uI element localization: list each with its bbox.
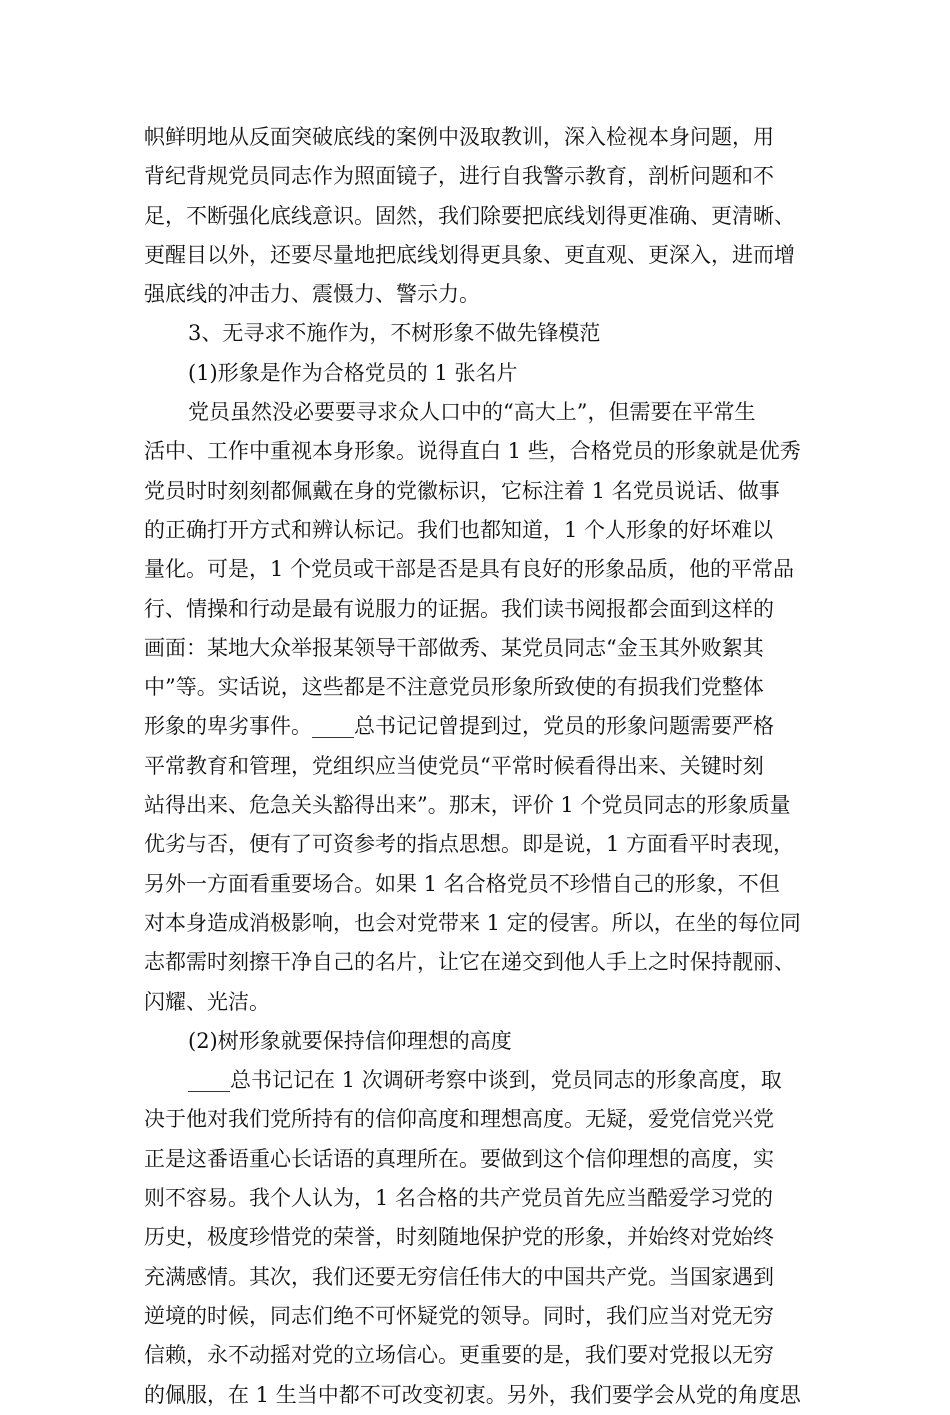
text-line: 党员时时刻刻都佩戴在身的党徽标识，它标注着 1 名党员说话、做事 <box>144 478 780 503</box>
text-line: 更醒目以外，还要尽量地把底线划得更具象、更直观、更深入，进而增 <box>144 242 795 267</box>
text-line: 逆境的时候，同志们绝不可怀疑党的领导。同时，我们应当对党无穷 <box>144 1303 774 1328</box>
heading-line: (1)形象是作为合格党员的 1 张名片 <box>188 360 518 385</box>
text-line: 平常教育和管理，党组织应当使党员“平常时候看得出来、关键时刻 <box>144 753 764 778</box>
text-line: 则不容易。我个人认为，1 名合格的共产党员首先应当酷爱学习党的 <box>144 1186 774 1211</box>
paragraph-continuation <box>144 118 826 314</box>
text-line: 强底线的冲击力、震慑力、警示力。 <box>144 282 480 307</box>
text-line: 的佩服，在 1 生当中都不可改变初衷。另外，我们要学会从党的角度思 <box>144 1382 801 1407</box>
body-paragraph <box>144 393 826 1022</box>
text-line: 行、情操和行动是最有说服力的证据。我们读书阅报都会面到这样的 <box>144 596 774 621</box>
text-line: 足，不断强化底线意识。固然，我们除要把底线划得更准确、更清晰、 <box>144 203 795 228</box>
text-line: 背纪背规党员同志作为照面镜子，进行自我警示教育，剖析问题和不 <box>144 164 774 189</box>
text-line: 党员虽然没必要要寻求众人口中的“高大上”，但需要在平常生 <box>188 400 756 425</box>
text-line: ____总书记记在 1 次调研考察中谈到，党员同志的形象高度，取 <box>188 1068 782 1093</box>
text-line: 正是这番语重心长话语的真理所在。要做到这个信仰理想的高度，实 <box>144 1146 774 1171</box>
text-line: 站得出来、危急关头豁得出来”。那末，评价 1 个党员同志的形象质量 <box>144 793 791 818</box>
text-line: 历史，极度珍惜党的荣誉，时刻随地保护党的形象，并始终对党始终 <box>144 1225 774 1250</box>
text-line: 信赖，永不动摇对党的立场信心。更重要的是，我们要对党报以无穷 <box>144 1343 774 1368</box>
text-line: 志都需时刻擦干净自己的名片，让它在递交到他人手上之时保持靓丽、 <box>144 950 795 975</box>
text-line: 形象的卑劣事件。____总书记记曾提到过，党员的形象问题需要严格 <box>144 714 774 739</box>
text-line: 中”等。实话说，这些都是不注意党员形象所致使的有损我们党整体 <box>144 675 764 700</box>
subsection-heading <box>144 1022 826 1061</box>
document-page <box>144 118 826 1415</box>
section-heading <box>144 314 826 353</box>
subsection-heading <box>144 354 826 393</box>
text-line: 帜鲜明地从反面突破底线的案例中汲取教训，深入检视本身问题，用 <box>144 125 774 149</box>
text-line: 决于他对我们党所持有的信仰高度和理想高度。无疑，爱党信党兴党 <box>144 1107 774 1132</box>
body-paragraph <box>144 1061 826 1415</box>
heading-line: (2)树形象就要保持信仰理想的高度 <box>188 1028 512 1053</box>
text-line: 优劣与否，便有了可资参考的指点思想。即是说，1 方面看平时表现， <box>144 832 795 857</box>
text-line: 量化。可是，1 个党员或干部是否是具有良好的形象品质，他的平常品 <box>144 557 795 582</box>
text-line: 充满感情。其次，我们还要无穷信任伟大的中国共产党。当国家遇到 <box>144 1264 774 1289</box>
text-line: 画面：某地大众举报某领导干部做秀、某党员同志“金玉其外败絮其 <box>144 635 764 660</box>
text-line: 活中、工作中重视本身形象。说得直白 1 些，合格党员的形象就是优秀 <box>144 439 801 464</box>
text-line: 对本身造成消极影响，也会对党带来 1 定的侵害。所以，在坐的每位同 <box>144 910 801 935</box>
text-line: 另外一方面看重要场合。如果 1 名合格党员不珍惜自己的形象，不但 <box>144 871 780 896</box>
text-line: 闪耀、光洁。 <box>144 989 270 1014</box>
heading-line: 3、无寻求不施作为，不树形象不做先锋模范 <box>188 321 601 346</box>
text-line: 的正确打开方式和辨认标记。我们也都知道，1 个人形象的好坏难以 <box>144 517 774 542</box>
